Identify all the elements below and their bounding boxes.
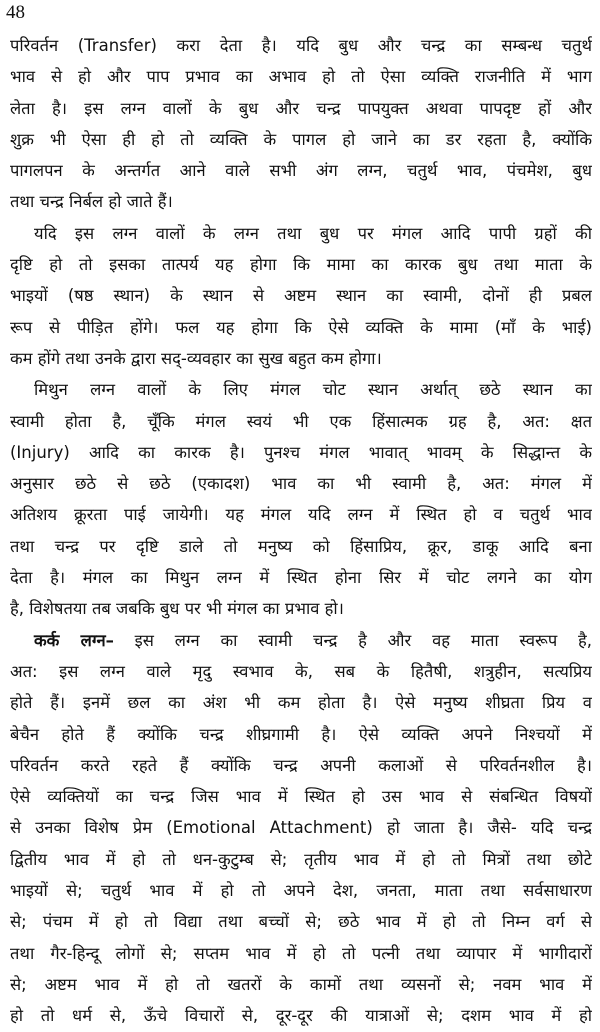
heading-line-text: इस लग्न का स्वामी चन्द्र है और वह माता स्वरूप है, (134, 630, 592, 650)
text-line: परिवर्तन करते रहते हैं क्योंकि चन्द्र अपनी कलाओं से परिवर्तनशील है। (10, 755, 592, 775)
paragraph (10, 218, 592, 374)
text-line: तथा चन्द्र निर्बल हो जाते हैं। (10, 192, 173, 212)
text-line: होते हैं। इनमें छल का अंश भी कम होता है। ऐसे मनुष्य शीघ्रता प्रिय व (10, 693, 592, 713)
text-line: है, विशेषतया तब जबकि बुध पर भी मंगल का प्रभाव हो। (10, 599, 344, 619)
text-line: से उनका विशेष प्रेम (Emotional Attachment) हो जाता है। जैसे- यदि चन्द्र (10, 818, 592, 838)
paragraph (10, 625, 592, 1032)
text-line: स्वामी होता है, चूँकि मंगल स्वयं भी एक हिंसात्मक ग्रह है, अत: क्षत (10, 411, 592, 431)
text-line: तथा चन्द्र पर दृष्टि डाले तो मनुष्य को हिंसाप्रिय, क्रूर, डाकू आदि बना (10, 536, 592, 556)
text-line: अत: इस लग्न वाले मृदु स्वभाव के, सब के हितैषी, शत्रुहीन, सत्यप्रिय (10, 661, 592, 681)
text-line: अतिशय क्रूरता पाई जायेगी। यह मंगल यदि लग्न में स्थित हो व चतुर्थ भाव (10, 505, 592, 525)
page-body-text (10, 30, 592, 1032)
text-line: तथा गैर-हिन्दू लोगों से; सप्तम भाव में हो तो पत्नी तथा व्यापार में भागीदारों (10, 943, 592, 963)
text-line: (Injury) आदि का कारक है। पुनश्च मंगल भावात् भावम् के सिद्धान्त के (10, 442, 592, 462)
text-line: दृष्टि हो तो इसका तात्पर्य यह होगा कि मामा का कारक बुध तथा माता के (10, 255, 592, 275)
paragraph (10, 374, 592, 624)
text-line: हो तो धर्म से, ऊँचे विचारों से, दूर-दूर की यात्राओं से; दशम भाव में हो (10, 1006, 592, 1026)
text-line: ऐसे व्यक्तियों का चन्द्र जिस भाव में स्थित हो उस भाव से संबन्धित विषयों (10, 787, 592, 807)
text-line: शुक्र भी ऐसा ही हो तो व्यक्ति के पागल हो जाने का डर रहता है, क्योंकि (10, 129, 592, 149)
text-line: रूप से पीड़ित होंगे। फल यह होगा कि ऐसे व्यक्ति के मामा (माँ के भाई) (10, 317, 592, 337)
text-line: कम होंगे तथा उनके द्वारा सद्-व्यवहार का सुख बहुत कम होगा। (10, 348, 382, 368)
text-line: से; पंचम में हो तो विद्या तथा बच्चों से; छठे भाव में हो तो निम्न वर्ग से (10, 912, 592, 932)
text-line: अनुसार छठे से छठे (एकादश) भाव का भी स्वामी है, अत: मंगल में (10, 474, 592, 494)
paragraph (10, 30, 592, 218)
text-line: पागलपन के अन्तर्गत आने वाले सभी अंग लग्न, चतुर्थ भाव, पंचमेश, बुध (10, 161, 592, 181)
text-line: भाव से हो और पाप प्रभाव का अभाव हो तो ऐसा व्यक्ति राजनीति में भाग (10, 67, 592, 87)
text-line: से; अष्टम भाव में हो तो खतरों के कामों तथा व्यसनों से; नवम भाव में (10, 974, 592, 994)
text-line (10, 625, 592, 656)
text-line: परिवर्तन (Transfer) करा देता है। यदि बुध और चन्द्र का सम्बन्ध चतुर्थ (10, 36, 592, 55)
text-line: देता है। मंगल का मिथुन लग्न में स्थित होना सिर में चोट लगने का योग (10, 568, 592, 588)
text-line: भाइयों (षष्ठ स्थान) के स्थान से अष्टम स्थान का स्वामी, दोनों ही प्रबल (10, 286, 592, 306)
text-line: बेचैन होते हैं क्योंकि चन्द्र शीघ्रगामी है। ऐसे व्यक्ति अपने निश्चयों में (10, 724, 592, 744)
text-line: मिथुन लग्न वालों के लिए मंगल चोट स्थान अर्थात् छठे स्थान का (34, 380, 592, 400)
page-number: 48 (6, 2, 25, 23)
section-heading: कर्क लग्न– (34, 630, 114, 650)
text-line: लेता है। इस लग्न वालों के बुध और चन्द्र पापयुक्त अथवा पापदृष्ट हों और (10, 98, 592, 118)
text-line: यदि इस लग्न वालों के लग्न तथा बुध पर मंगल आदि पापी ग्रहों की (34, 223, 592, 243)
text-line: भाइयों से; चतुर्थ भाव में हो तो अपने देश, जनता, माता तथा सर्वसाधारण (10, 881, 592, 901)
text-line: द्वितीय भाव में हो तो धन-कुटुम्ब से; तृतीय भाव में हो तो मित्रों तथा छोटे (10, 849, 592, 869)
